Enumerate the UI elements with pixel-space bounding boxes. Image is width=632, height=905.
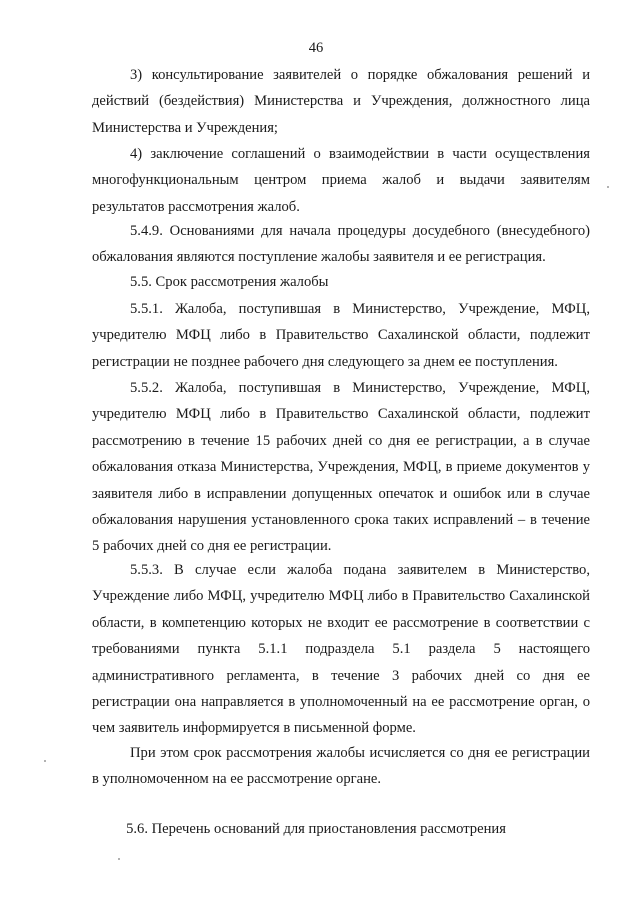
- paragraph-5-5-heading: 5.5. Срок рассмотрения жалобы: [130, 274, 329, 290]
- scan-speck: [607, 186, 609, 188]
- paragraph-item-4: 4) заключение соглашений о взаимодействии в части осуществления многофункциональным центром приема жалоб и выдачи заявителям результатов рассмотрения жалоб.: [92, 146, 590, 215]
- paragraph-5-4-9: 5.4.9. Основаниями для начала процедуры досудебного (внесудебного) обжалования являются поступление жалобы заявителя и ее регистрация.: [92, 223, 590, 266]
- paragraph-item-3: 3) консультирование заявителей о порядке обжалования решений и действий (бездействия) Министерства и Учреждения, должностного лица Министерства и Учреждения;: [92, 67, 590, 136]
- paragraph-note: При этом срок рассмотрения жалобы исчисляется со дня ее регистрации в уполномоченном на ее рассмотрение органе.: [92, 745, 590, 788]
- page-number: 46: [308, 40, 324, 56]
- paragraph-5-5-1: 5.5.1. Жалоба, поступившая в Министерство, Учреждение, МФЦ, учредителю МФЦ либо в Правительство Сахалинской области, подлежит регистрации не позднее рабочего дня следующего за днем ее поступления.: [92, 301, 590, 370]
- paragraph-5-5-3: 5.5.3. В случае если жалоба подана заявителем в Министерство, Учреждение либо МФЦ, учредителю МФЦ либо в Правительство Сахалинской области, в компетенцию которых не входит ее рассмотрение в соответствии с требованиями пункта 5.1.1 подраздела 5.1 раздела 5 настоящего административного регламента, в течение 3 рабочих дней со дня ее регистрации она направляется в уполномоченный на ее рассмотрение орган, о чем заявитель информируется в письменной форме.: [92, 562, 590, 737]
- section-heading-5-6: 5.6. Перечень оснований для приостановления рассмотрения: [126, 821, 506, 837]
- scan-speck: [44, 760, 46, 762]
- scan-speck: [118, 858, 120, 860]
- paragraph-5-5-2: 5.5.2. Жалоба, поступившая в Министерство, Учреждение, МФЦ, учредителю МФЦ либо в Правительство Сахалинской области, подлежит рассмотрению в течение 15 рабочих дней со дня ее регистрации, а в случае обжалования отказа Министерства, Учреждения, МФЦ, в приеме документов у заявителя либо в исправлении допущенных опечаток и ошибок или в случае обжалования нарушения установленного срока таких исправлений – в течение 5 рабочих дней со дня ее регистрации.: [92, 380, 590, 555]
